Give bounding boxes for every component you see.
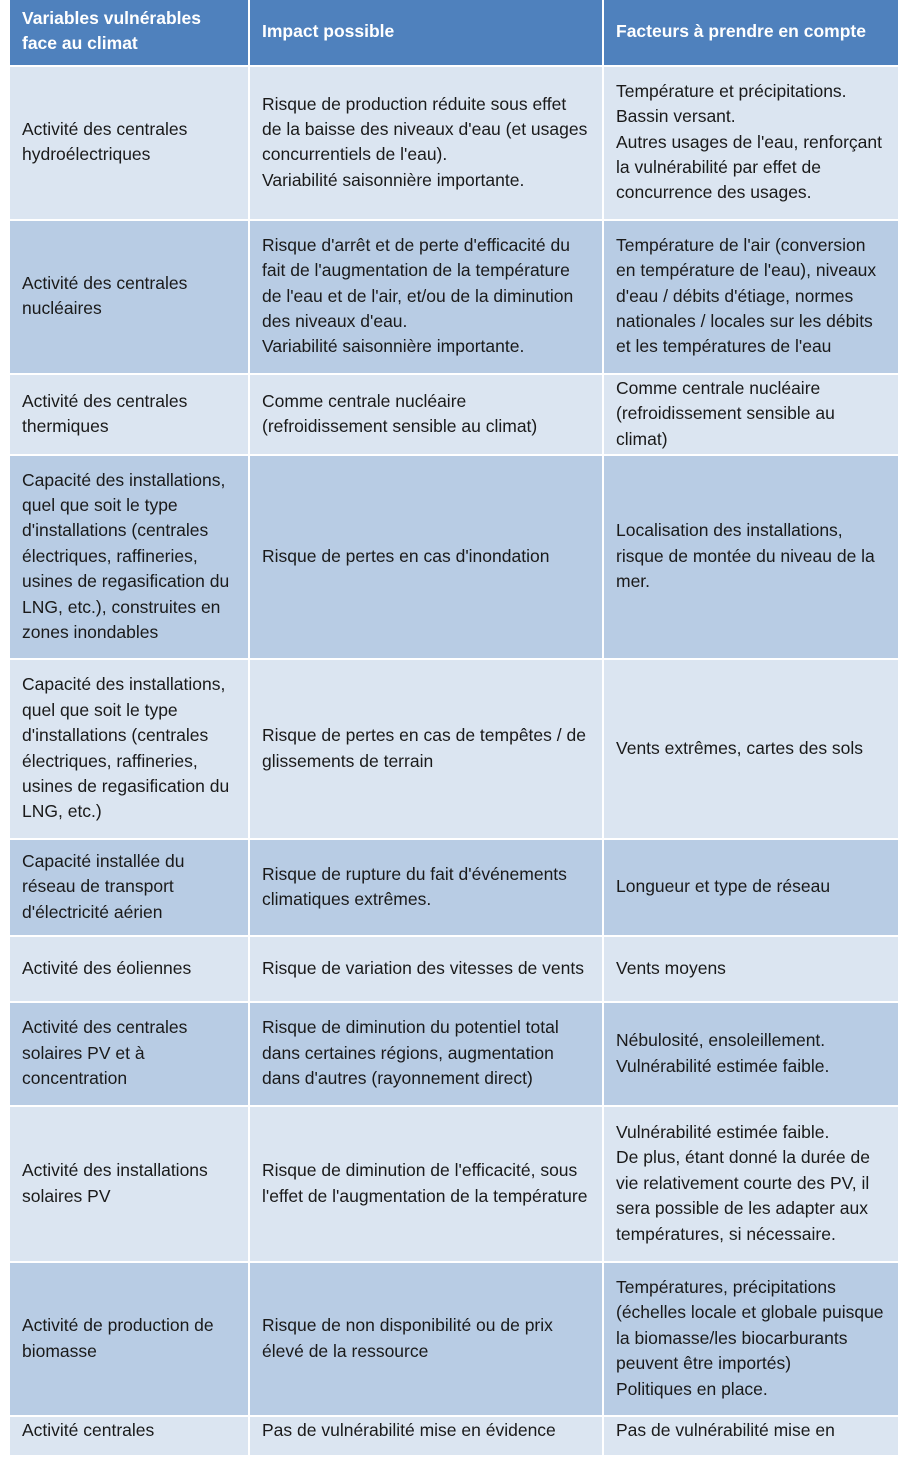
table-row xyxy=(10,374,898,455)
factors-cell: Vulnérabilité estimée faible. De plus, étant donné la durée de vie relativement courte des PV, il sera possible de les adapter aux températures, si nécessaire. xyxy=(603,1106,898,1262)
variable-cell: Capacité des installations, quel que soit le type d'installations (centrales électriques, raffineries, usines de regasification du LNG, etc.), construites en zones inondables xyxy=(10,455,249,659)
table-row xyxy=(10,1416,898,1456)
factors-cell: Température et précipitations. Bassin versant. Autres usages de l'eau, renforçant la vulnérabilité par effet de concurrence des usages. xyxy=(603,66,898,220)
table-row xyxy=(10,1106,898,1262)
table-row xyxy=(10,1262,898,1416)
variable-cell: Capacité des installations, quel que soit le type d'installations (centrales électriques, raffineries, usines de regasification du LNG, etc.) xyxy=(10,659,249,839)
table-row xyxy=(10,220,898,374)
table-row xyxy=(10,66,898,220)
factors-cell: Localisation des installations, risque de montée du niveau de la mer. xyxy=(603,455,898,659)
variable-cell: Activité des éoliennes xyxy=(10,936,249,1002)
impact-cell: Risque de non disponibilité ou de prix élevé de la ressource xyxy=(249,1262,603,1416)
impact-cell: Risque de diminution du potentiel total dans certaines régions, augmentation dans d'autres (rayonnement direct) xyxy=(249,1002,603,1106)
impact-cell: Risque de diminution de l'efficacité, sous l'effet de l'augmentation de la température xyxy=(249,1106,603,1262)
impact-cell: Comme centrale nucléaire (refroidissement sensible au climat) xyxy=(249,374,603,455)
factors-cell: Vents extrêmes, cartes des sols xyxy=(603,659,898,839)
factors-cell: Température de l'air (conversion en température de l'eau), niveaux d'eau / débits d'étiage, normes nationales / locales sur les débits et les températures de l'eau xyxy=(603,220,898,374)
table-row xyxy=(10,936,898,1002)
climate-vulnerability-table xyxy=(10,0,898,1457)
impact-cell: Risque de rupture du fait d'événements climatiques extrêmes. xyxy=(249,839,603,936)
variable-cell: Activité des centrales thermiques xyxy=(10,374,249,455)
variable-cell: Capacité installée du réseau de transport d'électricité aérien xyxy=(10,839,249,936)
variable-cell: Activité de production de biomasse xyxy=(10,1262,249,1416)
table-row xyxy=(10,455,898,659)
factors-cell: Températures, précipitations (échelles locale et globale puisque la biomasse/les biocarburants peuvent être importés) Politiques en place. xyxy=(603,1262,898,1416)
variable-cell: Activité centrales xyxy=(10,1416,249,1456)
impact-cell: Risque de variation des vitesses de vents xyxy=(249,936,603,1002)
table-row xyxy=(10,839,898,936)
impact-cell: Risque d'arrêt et de perte d'efficacité du fait de l'augmentation de la température de l'eau et de l'air, et/ou de la diminution des niveaux d'eau. Variabilité saisonnière importante. xyxy=(249,220,603,374)
impact-cell: Risque de production réduite sous effet de la baisse des niveaux d'eau (et usages concurrentiels de l'eau). Variabilité saisonnière importante. xyxy=(249,66,603,220)
table-row xyxy=(10,659,898,839)
header-impact: Impact possible xyxy=(249,0,603,66)
variable-cell: Activité des installations solaires PV xyxy=(10,1106,249,1262)
table-header-row xyxy=(10,0,898,66)
header-factors: Facteurs à prendre en compte xyxy=(603,0,898,66)
factors-cell: Vents moyens xyxy=(603,936,898,1002)
table-row xyxy=(10,1002,898,1106)
header-variables: Variables vulnérables face au climat xyxy=(10,0,249,66)
impact-cell: Pas de vulnérabilité mise en évidence xyxy=(249,1416,603,1456)
impact-cell: Risque de pertes en cas d'inondation xyxy=(249,455,603,659)
variable-cell: Activité des centrales hydroélectriques xyxy=(10,66,249,220)
factors-cell: Comme centrale nucléaire (refroidissement sensible au climat) xyxy=(603,374,898,455)
variable-cell: Activité des centrales solaires PV et à concentration xyxy=(10,1002,249,1106)
factors-cell: Nébulosité, ensoleillement. Vulnérabilité estimée faible. xyxy=(603,1002,898,1106)
factors-cell: Longueur et type de réseau xyxy=(603,839,898,936)
factors-cell: Pas de vulnérabilité mise en xyxy=(603,1416,898,1456)
variable-cell: Activité des centrales nucléaires xyxy=(10,220,249,374)
impact-cell: Risque de pertes en cas de tempêtes / de glissements de terrain xyxy=(249,659,603,839)
